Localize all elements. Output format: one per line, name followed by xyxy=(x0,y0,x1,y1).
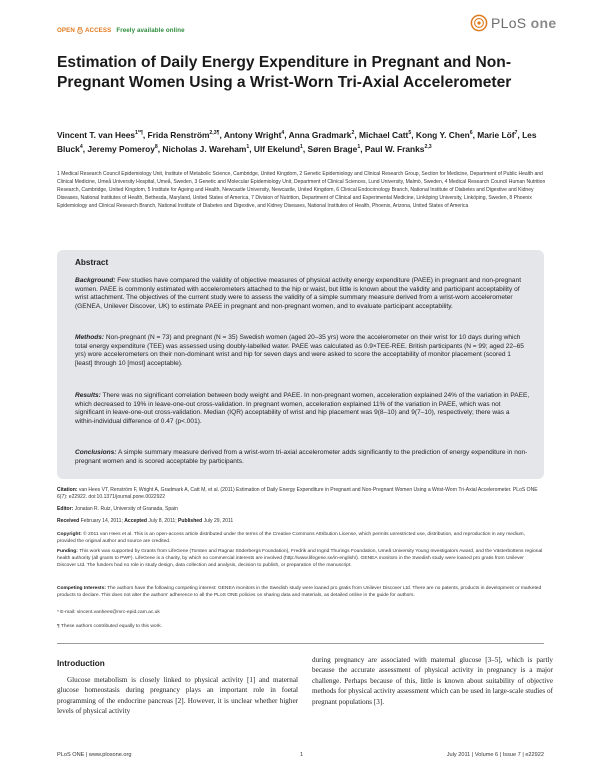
author-affiliation-marker: 1 xyxy=(357,144,361,151)
abstract-heading: Abstract xyxy=(75,258,109,267)
author: Frida Renström xyxy=(147,129,210,140)
author-affiliation-marker: 5 xyxy=(408,130,412,136)
background-label: Background: xyxy=(75,277,116,284)
author-affiliation-marker: 2,3 xyxy=(424,144,432,151)
dates: Received February 14, 2011; Accepted July 8, 2011; Published July 29, 2011 xyxy=(57,518,234,524)
equal-contribution-note: ¶ These authors contributed equally to this work. xyxy=(57,624,163,629)
author: Paul W. Franks xyxy=(364,144,425,155)
author: Ulf Ekelund xyxy=(253,144,300,155)
author: Les Bluck xyxy=(57,129,537,155)
results-label: Results: xyxy=(75,392,101,399)
author: Michael Catt xyxy=(359,129,409,140)
footer-issue: July 2011 | Volume 6 | Issue 7 | e22922 xyxy=(446,752,544,758)
author-list: Vincent T. van Hees$^{1*\P}$, Frida Renström$^{2,3\P}$, Antony Wright$^4$, Anna Gradmark$^2$, Michael Catt$^5$, Kong Y. Chen$^6$, Marie Löf$^7$, Les Bluck$^4$, Jeremy Pomeroy$^8$, Nicholas J. Wareham$^1$, Ulf Ekelund$^1$, Søren Brage$^1$, Paul W. Franks$^{2,3}$ xyxy=(57,129,537,155)
author-affiliation-marker: 4 xyxy=(79,144,83,151)
plos-one-logo-icon xyxy=(470,14,488,32)
footer-page-number: 1 xyxy=(300,752,304,758)
competing-interests: Competing Interests: The authors have the following competing interest: GENEA monitors in the Swedish study were loaned pro gratis from Unilever Discover Ltd. There are no patents, products in development or marketed products to declare. This does not alter the authors' adherence to all the PLoS ONE policies on sharing data and materials, as detailed online in the guide for authors. xyxy=(57,586,542,599)
plos-one-wordmark: PLoS one xyxy=(491,15,557,31)
affiliations: 1 Medical Research Council Epidemiology Unit, Institute of Metabolic Science, Cambridge, United Kingdom, 2 Genetic Epidemiology and Clinical Research Group, Section for Medicine, Department of Public Health and Clinical Medicine, Umeå University Hospital, Umeå, Sweden, 3 Genetic and Molecular Epidemiology Unit, Department of Clinical Sciences, Lund University, Malmö, Sweden, 4 Medical Research Council Human Nutrition Research, Cambridge, United Kingdom, 5 Institute for Ageing and Health, Newcastle University, Newcastle, United Kingdom, 6 Clinical Endocrinology Branch, National Institute of Diabetes and Digestive and Kidney Diseases, National Institutes of Health, Bethesda, Maryland, United States of America, 7 Division of Nutrition, Department of Clinical and Experimental Medicine, Linköping University, Linköping, Sweden, 8 Phoenix Epidemiology and Clinical Research Branch, National Institute of Diabetes and Digestive, and Kidney Diseases, National Institutes of Health, Phoenix, Arizona, United States of America xyxy=(57,171,546,209)
author: Vincent T. van Hees xyxy=(57,129,136,140)
author: Marie Löf xyxy=(477,129,515,140)
author: Jeremy Pomeroy xyxy=(87,144,155,155)
introduction-left-column: Glucose metabolism is closely linked to physical activity [1] and maternal glucose homeostasis during pregnancy plays an important role in foetal programming of the endocrine pancreas [2]. However, it is unclear whether higher levels of physical activity xyxy=(57,676,298,716)
freely-available-label: Freely available online xyxy=(116,27,185,34)
author-affiliation-marker: 4 xyxy=(281,130,285,136)
plos-one-logo[interactable] xyxy=(470,14,556,32)
abstract-box xyxy=(57,250,544,479)
open-access-banner xyxy=(57,27,185,34)
author-affiliation-marker: 1 xyxy=(246,144,250,151)
author-affiliation-marker: 2 xyxy=(351,130,355,136)
abstract-background: Background: Few studies have compared the validity of objective measures of physical activity energy expenditure (PAEE) in pregnant and non-pregnant women. PAEE is commonly estimated with accelerometers attached to the hip or waist, but little is known about the validity and participant acceptability of wrist attachment. The objectives of the current study were to assess the validity of a simple summary measure derived from a wrist-worn accelerometer (GENEA, Unilever Discover, UK) to estimate PAEE in pregnant and non-pregnant women, and to evaluate participant acceptability. xyxy=(75,277,522,310)
methods-label: Methods: xyxy=(75,334,105,341)
author-affiliation-marker: 1*¶ xyxy=(135,130,143,136)
access-label: ACCESS xyxy=(84,27,112,34)
author-affiliation-marker: 7 xyxy=(514,130,518,136)
introduction-heading: Introduction xyxy=(57,659,105,668)
funding: Funding: This work was supported by Grants from LifeGene (Torsten and Ragnar Söderbergs Foundation), Fredrik and Ingrid Thurings Foundation, Umeå University Young Investigators Award, and the Västerbottens regional health authority (all grants to PWF). LifeGene is a charity, by which no commercial interests are involved (http://www.lifegene.se/in-english/). GENEA monitors in the Swedish study were loaned pro gratis from Unilever Discover Ltd. The funders had no role in study design, data collection and analysis, decision to publish, or preparation of the manuscript. xyxy=(57,549,543,569)
author-affiliation-marker: 1 xyxy=(299,144,303,151)
author-affiliation-marker: 6 xyxy=(469,130,473,136)
abstract-methods: Methods: Non-pregnant (N = 73) and pregnant (N = 35) Swedish women (aged 20–35 yrs) wore the accelerometer on their wrist for 10 days during which total energy expenditure (TEE) was assessed using doubly-labelled water. PAEE was calculated as 0.9×TEE-REE. British participants (N = 99; aged 22–65 yrs) wore accelerometers on their non-dominant wrist and hip for seven days and were asked to score the acceptability of monitor placement (scored 1 [least] through 10 [most] acceptable). xyxy=(75,334,524,367)
paper-title: Estimation of Daily Energy Expenditure in Pregnant and Non-Pregnant Women Using a Wrist-Worn Tri-Axial Accelerometer xyxy=(57,54,512,91)
author: Kong Y. Chen xyxy=(415,129,470,140)
author: Nicholas J. Wareham xyxy=(162,144,247,155)
open-access-lock-icon xyxy=(77,27,83,34)
conclusions-label: Conclusions: xyxy=(75,449,117,456)
author: Anna Gradmark xyxy=(288,129,352,140)
corresponding-email[interactable]: * E-mail: vincent.vanhees@mrc-epid.cam.ac.uk xyxy=(57,610,160,615)
abstract-conclusions: Conclusions: A simple summary measure derived from a wrist-worn tri-axial accelerometer adds significantly to the prediction of energy expenditure in non-pregnant women and is scored acceptable by participants. xyxy=(75,449,528,465)
introduction-right-column: during pregnancy are associated with maternal glucose [3–5], which is partly because the accurate assessment of physical activity in pregnancy is a major challenge. Perhaps because of this, little is known about suitability of objective methods for physical activity assessment which can be used in large-scale studies of pregnant populations [3]. xyxy=(312,656,553,706)
author-affiliation-marker: 2,3¶ xyxy=(209,130,220,136)
author: Antony Wright xyxy=(223,129,282,140)
citation: Citation: van Hees VT, Renström F, Wright A, Gradmark A, Catt M, et al. (2011) Estimation of Daily Energy Expenditure in Pregnant and Non-Pregnant Women Using a Wrist-Worn Tri-Axial Accelerometer. PLoS ONE 6(7): e22922. doi:10.1371/journal.pone.0022922 xyxy=(57,487,538,501)
divider xyxy=(57,643,544,644)
footer-journal[interactable]: PLoS ONE | www.plosone.org xyxy=(57,752,132,758)
copyright: Copyright: © 2011 van Hees et al. This is an open-access article distributed under the terms of the Creative Commons Attribution License, which permits unrestricted use, distribution, and reproduction in any medium, provided the original author and source are credited. xyxy=(57,532,525,545)
abstract-results: Results: There was no significant correlation between body weight and PAEE. In non-pregnant women, acceleration explained 24% of the variation in PAEE, which decreased to 19% in leave-one-out cross-validation. In pregnant women, acceleration explained 11% of the variation in PAEE, which was not significant in leave-one-out cross-validation. Median (IQR) acceptability of wrist and hip placement was 9(8–10) and 9(7–10), respectively; there was a within-individual difference of 0.47 (p<.001). xyxy=(75,392,530,425)
author-affiliation-marker: 8 xyxy=(154,144,158,151)
open-label: OPEN xyxy=(57,27,75,34)
author: Søren Brage xyxy=(307,144,358,155)
editor: Editor: Jonatan R. Ruiz, University of Granada, Spain xyxy=(57,506,178,512)
